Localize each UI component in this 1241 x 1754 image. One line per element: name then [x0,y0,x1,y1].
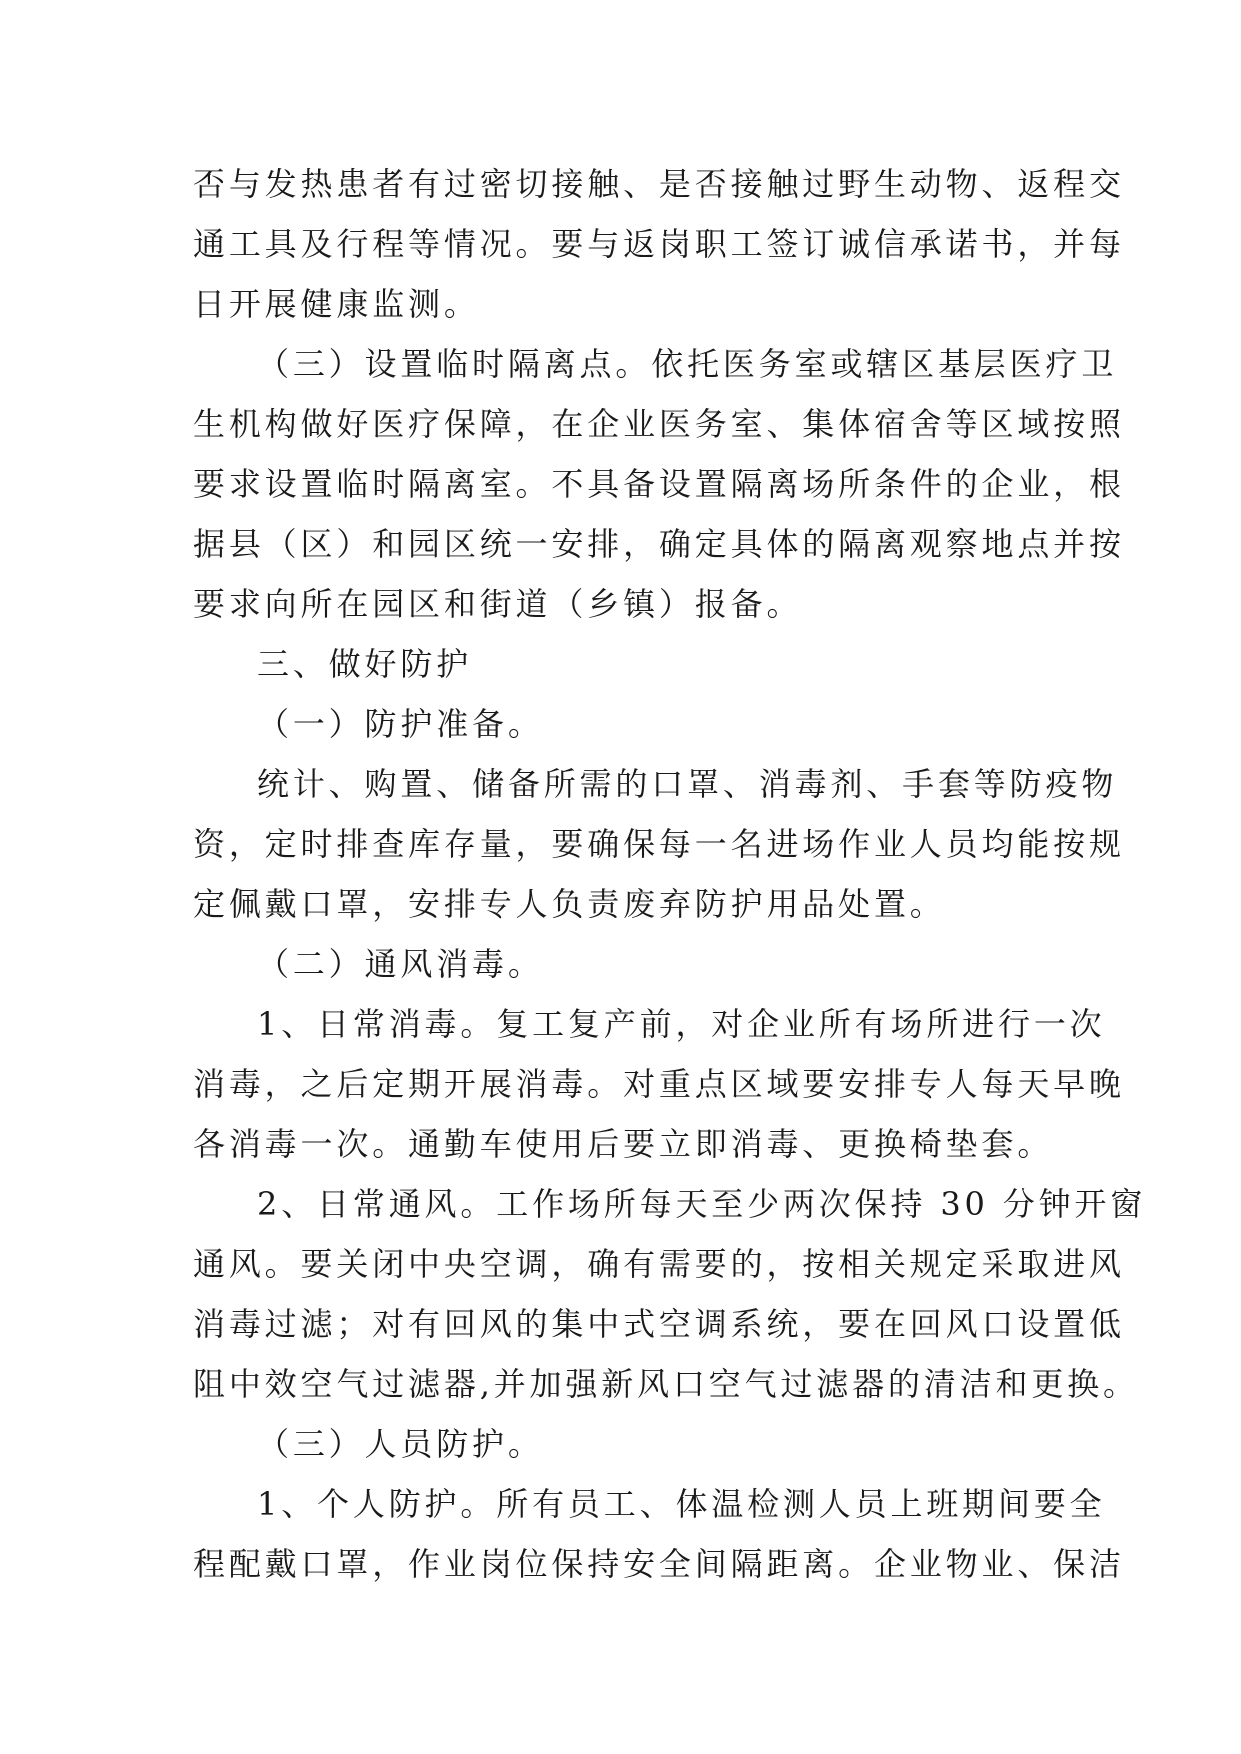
chapter-heading: 三、做好防护 [257,645,473,683]
text-line: 要求向所在园区和街道（乡镇）报备。 [193,585,803,623]
text-line: 通工具及行程等情况。要与返岗职工签订诚信承诺书，并每 [193,225,1125,263]
text-line: 日开展健康监测。 [193,285,480,323]
text-line: 要求设置临时隔离室。不具备设置隔离场所条件的企业，根 [193,465,1125,503]
text-line: 消毒过滤；对有回风的集中式空调系统，要在回风口设置低 [193,1305,1125,1343]
text-line: 阻中效空气过滤器,并加强新风口空气过滤器的清洁和更换。 [193,1365,1139,1403]
text-line: 定佩戴口罩，安排专人负责废弃防护用品处置。 [193,885,946,923]
text-line: 据县（区）和园区统一安排，确定具体的隔离观察地点并按 [193,525,1125,563]
paragraph-start: 1、个人防护。所有员工、体温检测人员上班期间要全 [257,1485,1106,1523]
text-line: 消毒，之后定期开展消毒。对重点区域要安排专人每天早晚 [193,1065,1125,1103]
paragraph-start: 1、日常消毒。复工复产前，对企业所有场所进行一次 [257,1005,1106,1043]
paragraph-start: 统计、购置、储备所需的口罩、消毒剂、手套等防疫物 [257,765,1118,803]
section-heading: （二）通风消毒。 [257,945,544,983]
text-line: 否与发热患者有过密切接触、是否接触过野生动物、返程交 [193,165,1125,203]
section-heading: （三）设置临时隔离点。依托医务室或辖区基层医疗卫 [257,345,1118,383]
text-line: 通风。要关闭中央空调，确有需要的，按相关规定采取进风 [193,1245,1125,1283]
text-line: 各消毒一次。通勤车使用后要立即消毒、更换椅垫套。 [193,1125,1054,1163]
text-line: 生机构做好医疗保障，在企业医务室、集体宿舍等区域按照 [193,405,1125,443]
text-line: 程配戴口罩，作业岗位保持安全间隔距离。企业物业、保洁 [193,1545,1125,1583]
paragraph-start: 2、日常通风。工作场所每天至少两次保持 30 分钟开窗 [257,1185,1147,1223]
text-line: 资，定时排查库存量，要确保每一名进场作业人员均能按规 [193,825,1125,863]
section-heading: （三）人员防护。 [257,1425,544,1463]
document-body [193,154,1147,1594]
section-heading: （一）防护准备。 [257,705,544,743]
